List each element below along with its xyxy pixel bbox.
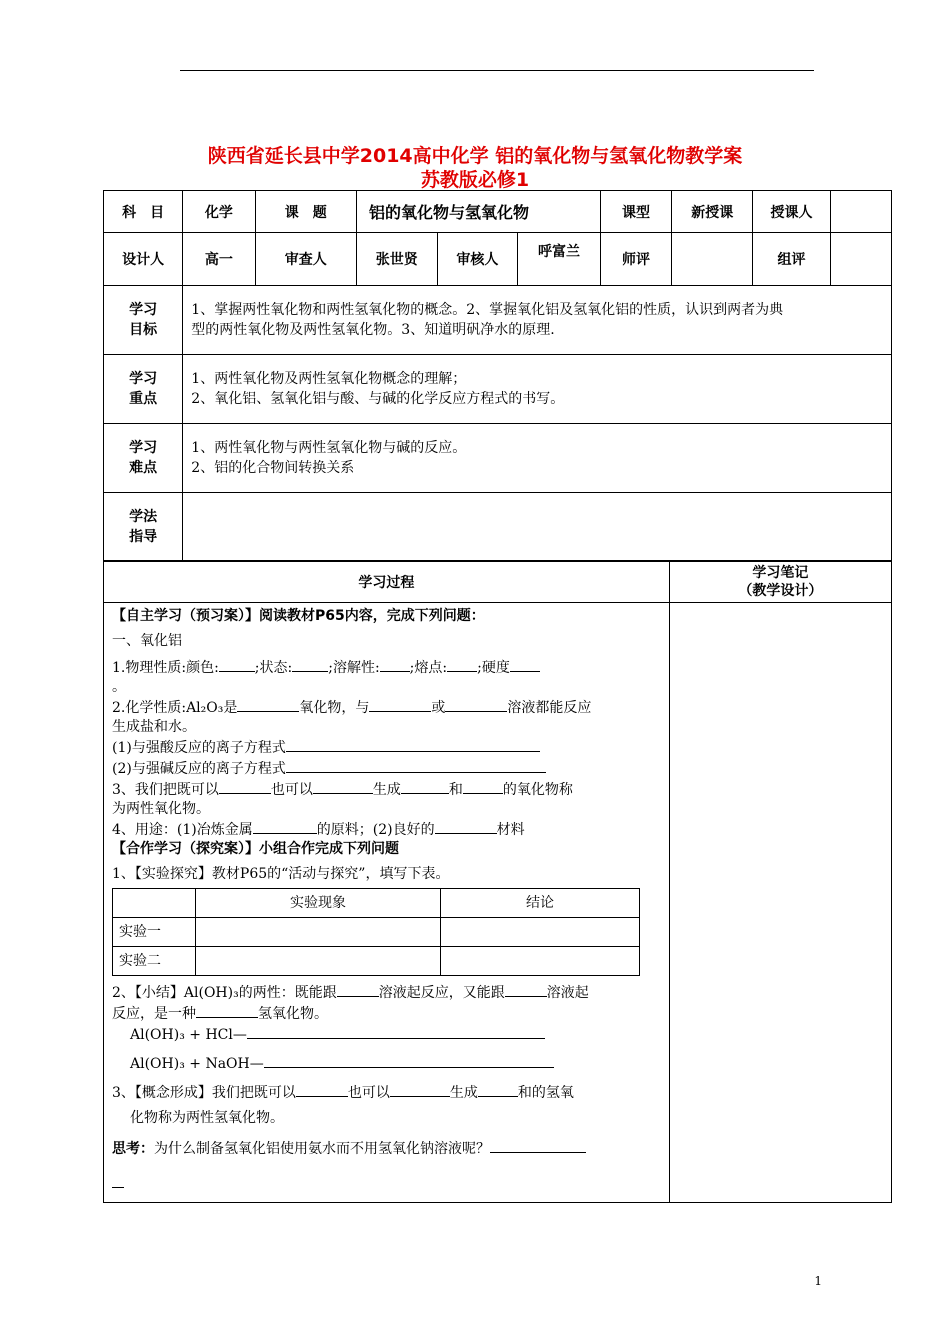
topic-label: 课 题	[255, 191, 356, 233]
type-label: 课型	[600, 191, 671, 233]
concept-formation: 3、【概念形成】我们把既可以 也可以 生成 和的氢氧	[112, 1082, 661, 1103]
blank[interactable]	[505, 982, 547, 997]
checker-label: 审核人	[437, 233, 518, 286]
group-comment-label: 组评	[753, 233, 830, 286]
equation-hcl: Al(OH)₃ + HCl—	[112, 1024, 661, 1045]
teacher-value	[830, 191, 891, 233]
teacher-comment-label: 师评	[600, 233, 671, 286]
process-header: 学习过程	[104, 561, 670, 603]
blank[interactable]	[296, 1082, 348, 1097]
goals-content: 1、掌握两性氧化物和两性氢氧化物的概念。2、掌握氧化铝及氢氧化铝的性质，认识到两者为典 型的两性氧化物及两性氢氧化物。3、知道明矾净水的原理.	[183, 286, 892, 355]
blank[interactable]	[380, 657, 410, 672]
teacher-label: 授课人	[753, 191, 830, 233]
experiment-intro: 1、【实验探究】教材P65的“活动与探究”，填写下表。	[112, 866, 450, 882]
exp-cell[interactable]	[196, 947, 441, 976]
uses: 4、用途：(1)冶炼金属 的原料；(2)良好的 材料	[112, 819, 661, 840]
concept-formation-2: 化物称为两性氢氧化物。	[130, 1110, 284, 1126]
notes-header: 学习笔记 （教学设计）	[669, 561, 891, 603]
blank[interactable]	[445, 697, 507, 712]
teacher-comment-value	[672, 233, 753, 286]
exp-cell[interactable]	[441, 918, 640, 947]
blank[interactable]	[247, 1024, 545, 1039]
chemical-properties: 2.化学性质:Al₂O₃是 氧化物，与 或 溶液都能反应	[112, 697, 661, 718]
method-content	[183, 493, 892, 562]
summary-2: 反应，是一种 氢氧化物。	[112, 1003, 661, 1024]
blank[interactable]	[478, 1082, 518, 1097]
goals-label: 学习 目标	[104, 286, 183, 355]
blank[interactable]	[510, 657, 540, 672]
blank[interactable]	[196, 1003, 258, 1018]
method-label: 学法 指导	[104, 493, 183, 562]
blank[interactable]	[286, 758, 546, 773]
reviewer-value: 张世贤	[356, 233, 437, 286]
exp-col-phenomenon: 实验现象	[196, 889, 441, 918]
designer-value: 高一	[183, 233, 255, 286]
blank[interactable]	[219, 657, 255, 672]
process-content	[104, 603, 670, 1203]
chemical-properties-2: 生成盐和水。	[112, 719, 196, 735]
self-study-heading: 【自主学习（预习案）】阅读教材P65内容，完成下列问题：	[112, 608, 485, 624]
think-question: 思考：为什么制备氢氧化铝使用氨水而不用氢氧化钠溶液呢？	[112, 1138, 661, 1159]
reviewer-label: 审查人	[255, 233, 356, 286]
blank[interactable]	[369, 697, 431, 712]
blank[interactable]	[463, 779, 503, 794]
experiment-table	[112, 888, 640, 976]
checker-value: 呼富兰	[518, 233, 601, 286]
blank[interactable]	[490, 1138, 586, 1153]
group-comment-value	[830, 233, 891, 286]
base-reaction: (2)与强碱反应的离子方程式	[112, 758, 661, 779]
physical-properties: 1.物理性质:颜色: ;状态: ;溶解性: ;熔点: ;硬度	[112, 657, 661, 678]
blank[interactable]	[264, 1053, 554, 1068]
notes-column[interactable]	[669, 603, 891, 1203]
header-rule	[180, 70, 814, 71]
physical-properties-end: 。	[112, 679, 126, 695]
difficulties-label: 学习 难点	[104, 424, 183, 493]
exp-col-conclusion: 结论	[441, 889, 640, 918]
doc-subtitle: 苏教版必修1	[420, 169, 530, 191]
page-number: 1	[814, 1274, 822, 1288]
summary: 2、【小结】Al(OH)₃的两性：既能跟 溶液起反应，又能跟 溶液起	[112, 982, 661, 1003]
blank[interactable]	[253, 819, 317, 834]
blank[interactable]	[286, 737, 540, 752]
exp-cell[interactable]	[196, 918, 441, 947]
info-table	[103, 190, 892, 562]
subject-value: 化学	[183, 191, 255, 233]
amphoteric-oxide-def: 3、我们把既可以 也可以 生成 和 的氧化物称	[112, 779, 661, 800]
section-alumina: 一、氧化铝	[112, 633, 182, 649]
exp-cell[interactable]	[441, 947, 640, 976]
designer-label: 设计人	[104, 233, 183, 286]
coop-heading: 【合作学习（探究案）】小组合作完成下列问题	[112, 841, 399, 857]
blank[interactable]	[219, 779, 271, 794]
exp-row-2: 实验二	[113, 947, 196, 976]
subject-label: 科 目	[104, 191, 183, 233]
blank[interactable]	[337, 982, 379, 997]
key-points-label: 学习 重点	[104, 355, 183, 424]
blank[interactable]	[292, 657, 328, 672]
exp-row-1: 实验一	[113, 918, 196, 947]
blank[interactable]	[112, 1173, 124, 1188]
difficulties-content: 1、两性氧化物与两性氢氧化物与碱的反应。 2、铝的化合物间转换关系	[183, 424, 892, 493]
blank[interactable]	[401, 779, 449, 794]
process-table	[103, 560, 892, 1203]
doc-title: 陕西省延长县中学2014高中化学 铝的氧化物与氢氧化物教学案	[207, 145, 743, 167]
key-points-content: 1、两性氧化物及两性氢氧化物概念的理解； 2、氧化铝、氢氧化铝与酸、与碱的化学反应方程式的书写。	[183, 355, 892, 424]
equation-naoh: Al(OH)₃ + NaOH—	[112, 1053, 661, 1074]
exp-corner	[113, 889, 196, 918]
blank[interactable]	[447, 657, 477, 672]
think-answer-line	[112, 1173, 661, 1194]
blank[interactable]	[435, 819, 497, 834]
blank[interactable]	[390, 1082, 450, 1097]
blank[interactable]	[237, 697, 299, 712]
topic-value: 铝的氧化物与氢氧化物	[356, 191, 600, 233]
blank[interactable]	[313, 779, 373, 794]
type-value: 新授课	[672, 191, 753, 233]
acid-reaction: (1)与强酸反应的离子方程式	[112, 737, 661, 758]
amphoteric-oxide-def-2: 为两性氧化物。	[112, 801, 210, 817]
